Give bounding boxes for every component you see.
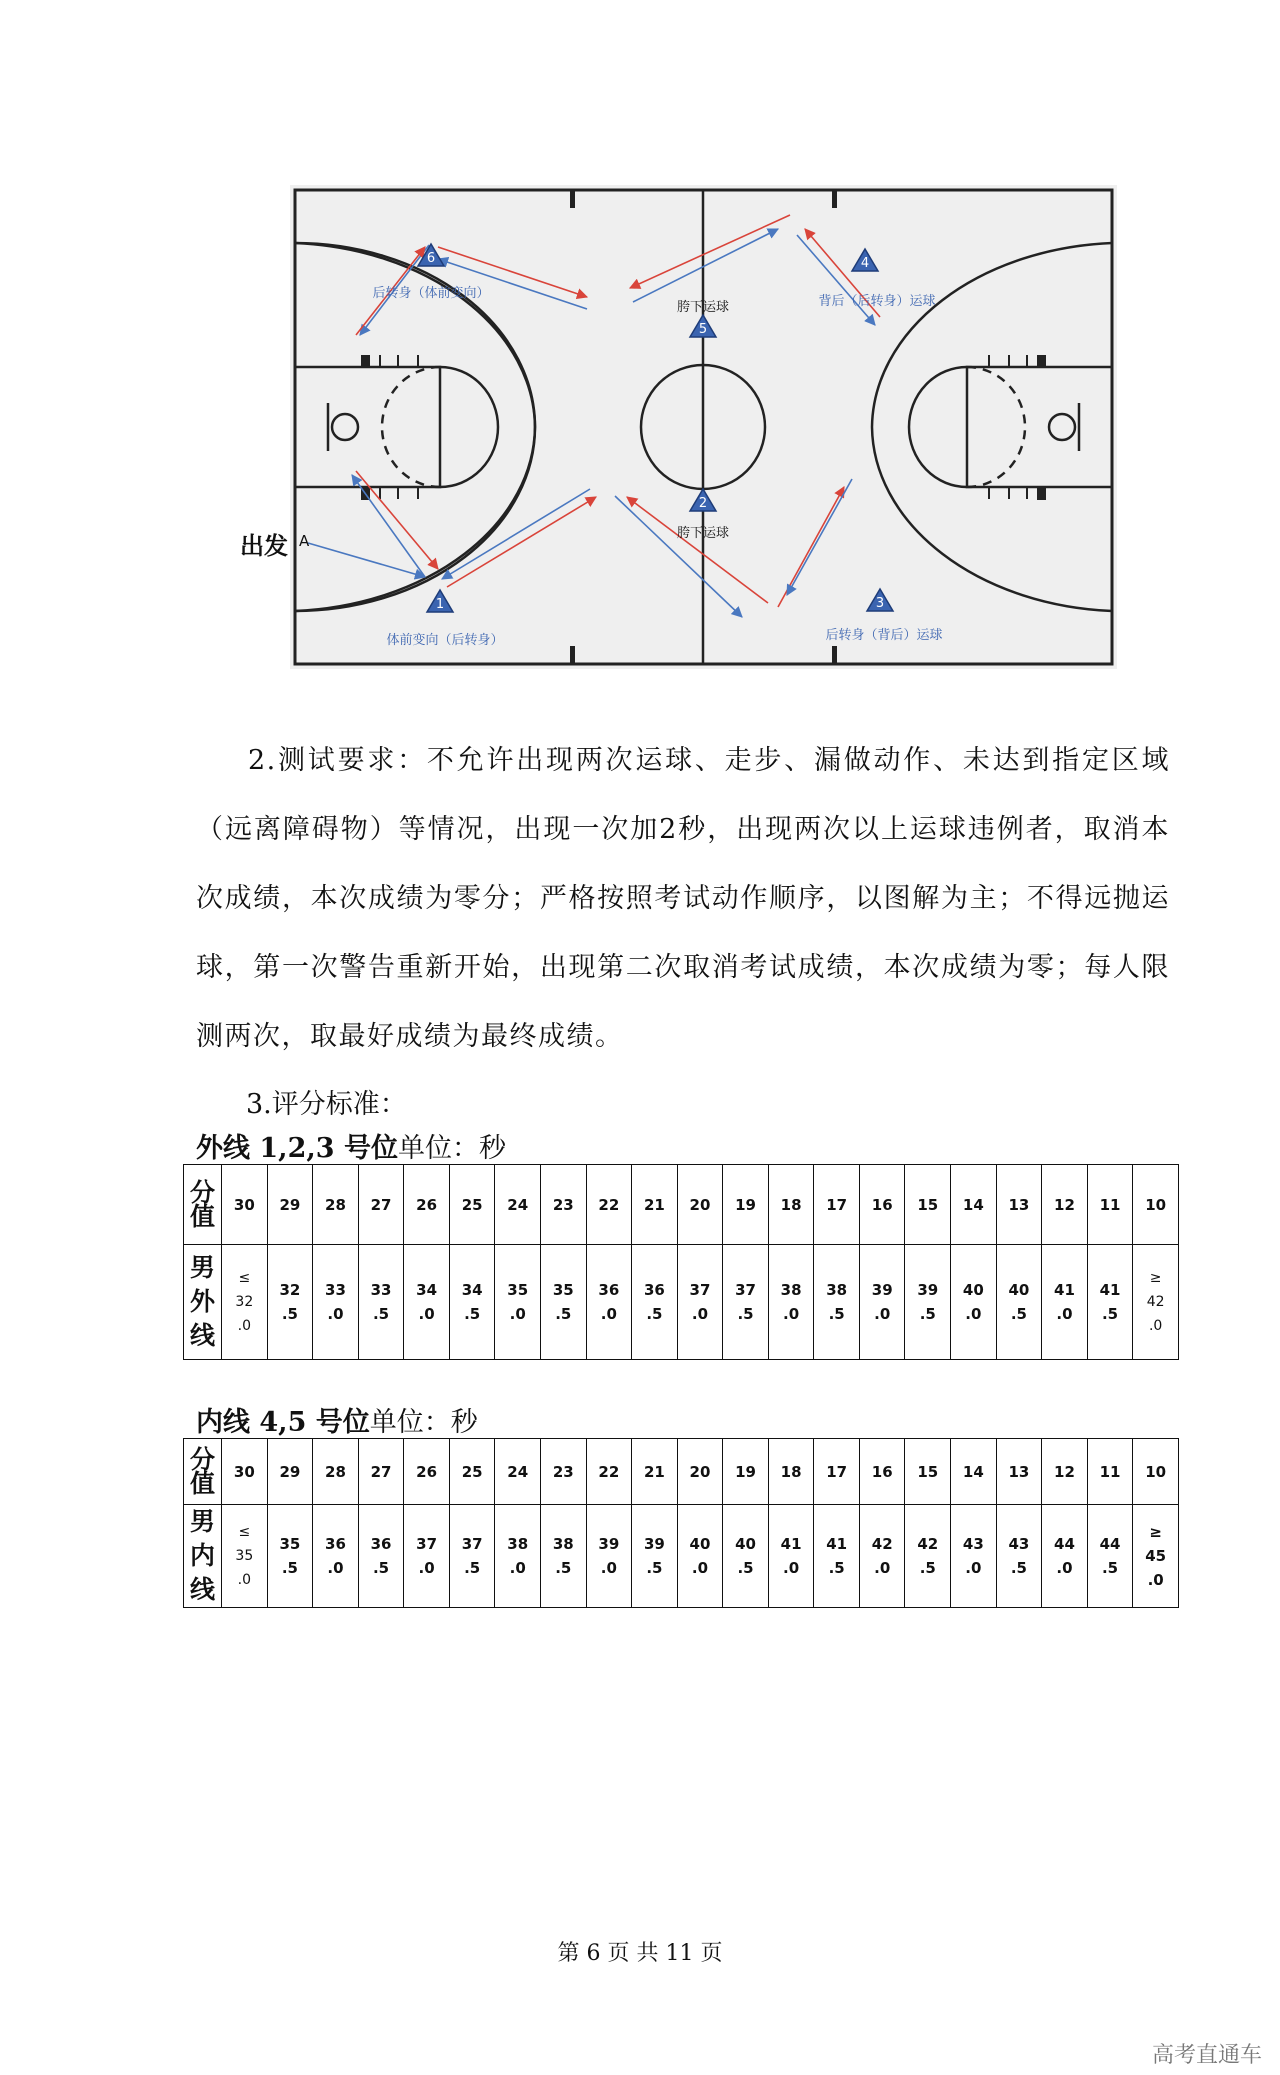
table2-time-value: 40 .0 [689,1535,711,1577]
table2-time-value: 42 .0 [871,1535,893,1577]
table2-score-cell [404,1439,450,1505]
table2-time-cell [1087,1505,1133,1608]
table1-title [196,1126,506,1165]
table2-time-cell [951,1505,997,1608]
table1-time-value: 38 .5 [826,1281,848,1323]
table2-time-cell [313,1505,359,1608]
table2-score-value: 13 [1008,1462,1030,1481]
table1-time-cell [358,1245,404,1360]
table1-score-value: 17 [826,1195,848,1214]
table2-time-value: 42 .5 [917,1535,939,1577]
table1-score-value: 10 [1145,1195,1167,1214]
table2-time-cell [358,1505,404,1608]
table1-time-cell [586,1245,632,1360]
table1-time-value: 35 .0 [507,1281,529,1323]
test-requirements [196,726,1170,1071]
table2-score-cell [723,1439,769,1505]
table1-score-cell [449,1165,495,1245]
table2-score-value: 12 [1054,1462,1075,1481]
table2-time-value: 44 .5 [1099,1535,1121,1577]
table2-inside-scoring [183,1438,1179,1608]
table2-score-value: 21 [643,1462,665,1481]
table1-time-cell [1087,1245,1133,1360]
table1-time-cell [495,1245,541,1360]
table1-score-cell [358,1165,404,1245]
table2-score-cell [768,1439,814,1505]
table2-time-value: 43 .5 [1008,1535,1030,1577]
table2-time-value: 39 .5 [643,1535,665,1577]
table1-time-value: 40 .5 [1008,1281,1030,1323]
svg-text:6: 6 [426,251,436,266]
table1-score-value: 29 [279,1195,301,1214]
table2-score-value: 22 [598,1462,620,1481]
table1-score-value: 25 [461,1195,483,1214]
table2-score-value: 20 [689,1462,711,1481]
table1-score-cell [677,1165,723,1245]
table2-score-cell [1087,1439,1133,1505]
table1-time-cell [632,1245,678,1360]
table1-time-value: 37 .0 [689,1281,711,1323]
table1-score-cell [723,1165,769,1245]
table1-time-cell [404,1245,450,1360]
table2-score-cell [586,1439,632,1505]
table1-score-value: 21 [643,1195,665,1214]
table1-score-value: 13 [1008,1195,1030,1214]
table1-score-value: 22 [598,1195,620,1214]
table1-score-cell [814,1165,860,1245]
table2-score-cell [449,1439,495,1505]
table2-time-value: 41 .5 [826,1535,848,1577]
svg-text:体前变向（后转身）: 体前变向（后转身） [386,633,504,648]
requirements-text: 2.测试要求：不允许出现两次运球、走步、漏做动作、未达到指定区域（远离障碍物）等情况，出现一次加2秒，出现两次以上运球违例者，取消本次成绩，本次成绩为零分；严格按照考试动作顺序，以图解为主；不得远抛运球，第一次警告重新开始，出现第二次取消考试成绩，本次成绩为零；每人限测两次，取最好成绩为最终成绩。 [196,745,1170,1052]
page-number: 第 6 页 共 11 页 [557,1941,723,1966]
table2-time-value: 37 .5 [461,1535,483,1577]
table2-score-cell [677,1439,723,1505]
table1-time-row [184,1245,1179,1360]
table2-score-value: 24 [507,1462,529,1481]
table2-score-cell [951,1439,997,1505]
table2-time-header-text: 男 内 线 [190,1507,216,1604]
table2-time-cell [495,1505,541,1608]
table1-time-value: 39 .5 [917,1281,939,1323]
table2-time-cell [905,1505,951,1608]
table1-score-cell [768,1165,814,1245]
svg-text:后转身（背后）运球: 后转身（背后）运球 [825,628,943,643]
svg-text:5: 5 [698,322,708,337]
svg-text:胯下运球: 胯下运球 [676,526,730,541]
table1-score-value: 28 [325,1195,346,1214]
table2-score-header [184,1439,222,1505]
svg-text:3: 3 [875,596,885,611]
table1-score-cell [632,1165,678,1245]
table1-score-cell [1133,1165,1179,1245]
watermark: 高考直通车 [1151,2043,1262,2068]
table1-time-cell [449,1245,495,1360]
table1-time-value: 35 .5 [552,1281,574,1323]
table1-score-header [184,1165,222,1245]
table1-score-value: 19 [735,1195,756,1214]
table1-score-cell [905,1165,951,1245]
table2-time-cell [768,1505,814,1608]
table2-score-cell [358,1439,404,1505]
table2-time-header [184,1505,222,1608]
table1-title-main: 外线 1,2,3 号位 [196,1133,398,1164]
table2-score-cell [313,1439,359,1505]
table2-score-value: 11 [1099,1462,1121,1481]
table2-score-value: 14 [962,1462,984,1481]
table2-time-value: 41 .0 [780,1535,802,1577]
table1-score-cell [1087,1165,1133,1245]
table1-score-value: 12 [1054,1195,1075,1214]
table1-time-cell [267,1245,313,1360]
table2-score-cell [1133,1439,1179,1505]
table1-score-value: 27 [370,1195,392,1214]
table1-score-header-text: 分 值 [190,1177,216,1231]
table1-time-value: 40 .0 [962,1281,984,1323]
table2-score-cell [996,1439,1042,1505]
table2-time-cell [632,1505,678,1608]
table1-score-value: 15 [917,1195,939,1214]
table2-time-cell [1133,1505,1179,1608]
table2-time-cell [723,1505,769,1608]
table2-score-value: 30 [233,1462,255,1481]
table1-time-cell [1133,1245,1179,1360]
start-point-label: A [299,532,310,550]
table1-score-value: 11 [1099,1195,1121,1214]
table1-score-value: 18 [780,1195,802,1214]
table2-score-row [184,1439,1179,1505]
table1-time-cell [951,1245,997,1360]
table1-time-value: 33 .5 [370,1281,392,1323]
table2-time-cell [814,1505,860,1608]
table2-time-cell [222,1505,268,1608]
table2-time-cell [996,1505,1042,1608]
table1-time-value: 39 .0 [871,1281,893,1323]
table2-time-cell [404,1505,450,1608]
table2-title-main: 内线 4,5 号位 [196,1407,370,1438]
table1-time-value: 34 .5 [461,1281,483,1323]
table2-score-value: 25 [461,1462,483,1481]
table1-time-cell [996,1245,1042,1360]
table1-time-cell [540,1245,586,1360]
table2-score-value: 27 [370,1462,392,1481]
table2-score-cell [222,1439,268,1505]
table1-score-row [184,1165,1179,1245]
table1-time-header-text: 男 外 线 [190,1253,216,1350]
table1-time-cell [768,1245,814,1360]
table2-score-value: 29 [279,1462,301,1481]
table2-score-value: 15 [917,1462,939,1481]
table1-score-cell [495,1165,541,1245]
table2-time-cell [677,1505,723,1608]
svg-text:后转身（体前变向）: 后转身（体前变向） [372,286,490,301]
table2-score-value: 26 [416,1462,438,1481]
table1-score-cell [404,1165,450,1245]
table1-title-unit: 单位：秒 [397,1133,506,1164]
table2-score-value: 19 [735,1462,756,1481]
table2-time-cell [540,1505,586,1608]
table2-score-header-text: 分 值 [190,1444,216,1498]
table2-score-value: 16 [871,1462,893,1481]
table2-title [196,1400,478,1439]
table2-time-cell [586,1505,632,1608]
table1-time-value: ≤ 32 .0 [235,1270,254,1334]
table1-time-cell [723,1245,769,1360]
table2-score-cell [814,1439,860,1505]
table2-time-value: ≤ 35 .0 [235,1524,254,1588]
table1-time-value: 36 .5 [643,1281,665,1323]
table1-time-value: 34 .0 [416,1281,438,1323]
table1-score-value: 30 [233,1195,255,1214]
table2-score-value: 28 [325,1462,346,1481]
table1-score-value: 16 [871,1195,893,1214]
table1-time-cell [859,1245,905,1360]
table2-time-value: 35 .5 [279,1535,301,1577]
table1-score-cell [586,1165,632,1245]
table2-score-value: 10 [1145,1462,1167,1481]
table2-score-value: 23 [552,1462,574,1481]
table1-time-cell [814,1245,860,1360]
table1-time-value: 36 .0 [598,1281,620,1323]
table1-time-header [184,1245,222,1360]
basketball-court-diagram [290,185,1117,669]
table1-time-cell [313,1245,359,1360]
table1-time-value: 33 .0 [325,1281,346,1323]
table1-score-cell [1042,1165,1088,1245]
table2-score-cell [859,1439,905,1505]
table2-time-cell [1042,1505,1088,1608]
table2-time-value: 36 .5 [370,1535,392,1577]
table1-time-value: 41 .0 [1054,1281,1075,1323]
table2-score-cell [495,1439,541,1505]
table1-score-value: 20 [689,1195,711,1214]
svg-text:4: 4 [860,256,870,271]
table2-score-cell [540,1439,586,1505]
table2-title-unit: 单位：秒 [369,1407,478,1438]
table2-time-cell [859,1505,905,1608]
table2-score-cell [1042,1439,1088,1505]
scoring-standard-title: 3.评分标准： [246,1089,407,1120]
table1-time-cell [222,1245,268,1360]
table1-score-cell [951,1165,997,1245]
table1-time-value: 38 .0 [780,1281,802,1323]
start-label: 出发 [240,532,288,560]
table2-time-value: 39 .0 [598,1535,620,1577]
table2-time-row [184,1505,1179,1608]
table1-score-value: 14 [962,1195,984,1214]
table1-score-cell [540,1165,586,1245]
table2-time-value: 44 .0 [1054,1535,1075,1577]
svg-text:2: 2 [698,496,708,511]
table2-time-value: 40 .5 [735,1535,756,1577]
table1-score-value: 24 [507,1195,529,1214]
table1-outside-scoring [183,1164,1179,1360]
svg-text:胯下运球: 胯下运球 [676,300,730,315]
table2-time-value: 43 .0 [962,1535,984,1577]
svg-text:背后（后转身）运球: 背后（后转身）运球 [818,294,936,309]
table2-score-cell [267,1439,313,1505]
table1-time-cell [1042,1245,1088,1360]
table1-score-cell [996,1165,1042,1245]
table2-score-cell [632,1439,678,1505]
table2-time-value: 38 .0 [507,1535,529,1577]
table2-time-value: 36 .0 [325,1535,346,1577]
table1-time-value: ≥ 42 .0 [1146,1270,1165,1334]
table1-time-cell [905,1245,951,1360]
table1-score-cell [313,1165,359,1245]
table2-time-value: 37 .0 [416,1535,438,1577]
table1-time-cell [677,1245,723,1360]
table1-score-cell [222,1165,268,1245]
table1-score-cell [859,1165,905,1245]
table1-time-value: 41 .5 [1099,1281,1121,1323]
table2-score-value: 17 [826,1462,848,1481]
svg-text:1: 1 [435,597,445,612]
table2-time-cell [449,1505,495,1608]
table2-score-cell [905,1439,951,1505]
table2-score-value: 18 [780,1462,802,1481]
table2-time-cell [267,1505,313,1608]
table1-time-value: 37 .5 [735,1281,756,1323]
table1-score-value: 23 [552,1195,574,1214]
table2-time-value: ≥ 45 .0 [1145,1523,1167,1589]
table1-score-value: 26 [416,1195,438,1214]
table2-time-value: 38 .5 [552,1535,574,1577]
table1-time-value: 32 .5 [279,1281,301,1323]
table1-score-cell [267,1165,313,1245]
